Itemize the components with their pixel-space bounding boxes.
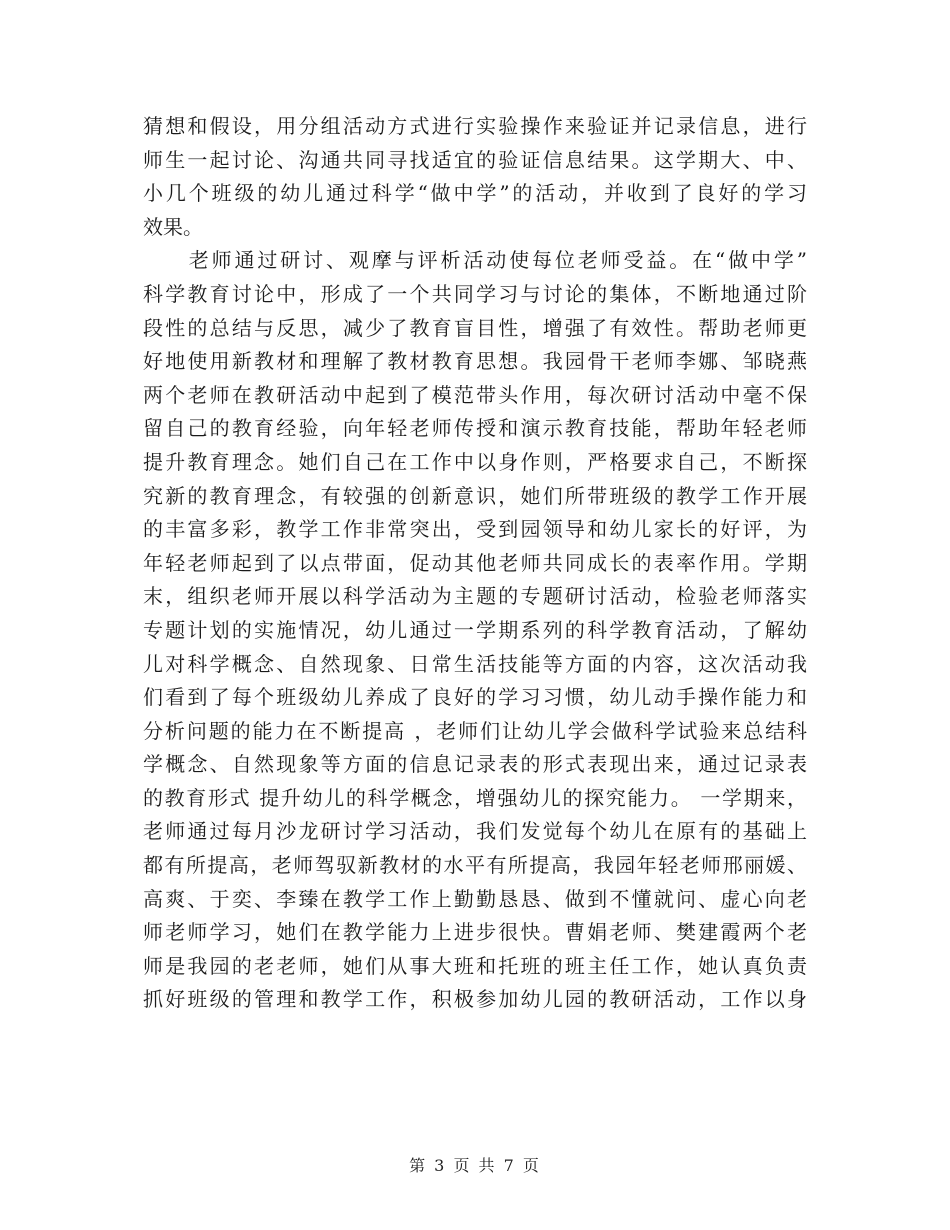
text-line: 的丰富多彩，教学工作非常突出，受到园领导和幼儿家长的好评，为 (143, 517, 807, 542)
text-line: 老师通过研讨、观摩与评析活动使每位老师受益。在“做中学” (143, 248, 807, 273)
text-line: 分析问题的能力在不断提高 ，老师们让幼儿学会做科学试验来总结科 (143, 718, 807, 743)
text-line: 好地使用新教材和理解了教材教育思想。我园骨干老师李娜、邹晓燕 (143, 349, 807, 374)
text-line: 小几个班级的幼儿通过科学“做中学”的活动，并收到了良好的学习 (143, 181, 807, 206)
text-line: 学概念、自然现象等方面的信息记录表的形式表现出来，通过记录表 (143, 752, 807, 777)
text-line: 猜想和假设，用分组活动方式进行实验操作来验证并记录信息，进行 (143, 114, 807, 138)
text-line: 都有所提高，老师驾驭新教材的水平有所提高，我园年轻老师邢丽媛、 (143, 853, 807, 878)
paragraph-2 (143, 244, 807, 1017)
text-line: 提升教育理念。她们自己在工作中以身作则，严格要求自己，不断探 (143, 449, 807, 474)
text-line: 效果。 (143, 214, 203, 239)
paragraph-1 (143, 110, 807, 244)
text-line: 末，组织老师开展以科学活动为主题的专题研讨活动，检验老师落实 (143, 584, 807, 609)
text-line: 科学教育讨论中，形成了一个共同学习与讨论的集体，不断地通过阶 (143, 281, 807, 306)
page-number-footer: 第 3 页 共 7 页 (409, 1156, 541, 1175)
text-line: 老师通过每月沙龙研讨学习活动，我们发觉每个幼儿在原有的基础上 (143, 819, 807, 844)
text-line: 儿对科学概念、自然现象、日常生活技能等方面的内容，这次活动我 (143, 651, 807, 676)
text-line: 抓好班级的管理和教学工作，积极参加幼儿园的教研活动，工作以身 (143, 987, 807, 1012)
text-line: 师老师学习，她们在教学能力上进步很快。曹娟老师、樊建霞两个老 (143, 920, 807, 945)
text-line: 高爽、于奕、李臻在教学工作上勤勤恳恳、做到不懂就问、虚心向老 (143, 886, 807, 911)
document-body (143, 110, 807, 1017)
text-line: 究新的教育理念，有较强的创新意识，她们所带班级的教学工作开展 (143, 483, 807, 508)
text-line: 师生一起讨论、沟通共同寻找适宜的验证信息结果。这学期大、中、 (143, 147, 807, 172)
text-line: 的教育形式 提升幼儿的科学概念，增强幼儿的探究能力。 一学期来， (143, 785, 807, 810)
text-line: 两个老师在教研活动中起到了模范带头作用，每次研讨活动中毫不保 (143, 382, 807, 407)
text-line: 年轻老师起到了以点带面，促动其他老师共同成长的表率作用。学期 (143, 550, 807, 575)
text-line: 专题计划的实施情况，幼儿通过一学期系列的科学教育活动，了解幼 (143, 617, 807, 642)
text-line: 师是我园的老老师，她们从事大班和托班的班主任工作，她认真负责 (143, 953, 807, 978)
text-line: 段性的总结与反思，减少了教育盲目性，增强了有效性。帮助老师更 (143, 315, 807, 340)
text-line: 留自己的教育经验，向年轻老师传授和演示教育技能，帮助年轻老师 (143, 416, 807, 441)
text-line: 们看到了每个班级幼儿养成了良好的学习习惯，幼儿动手操作能力和 (143, 685, 807, 710)
